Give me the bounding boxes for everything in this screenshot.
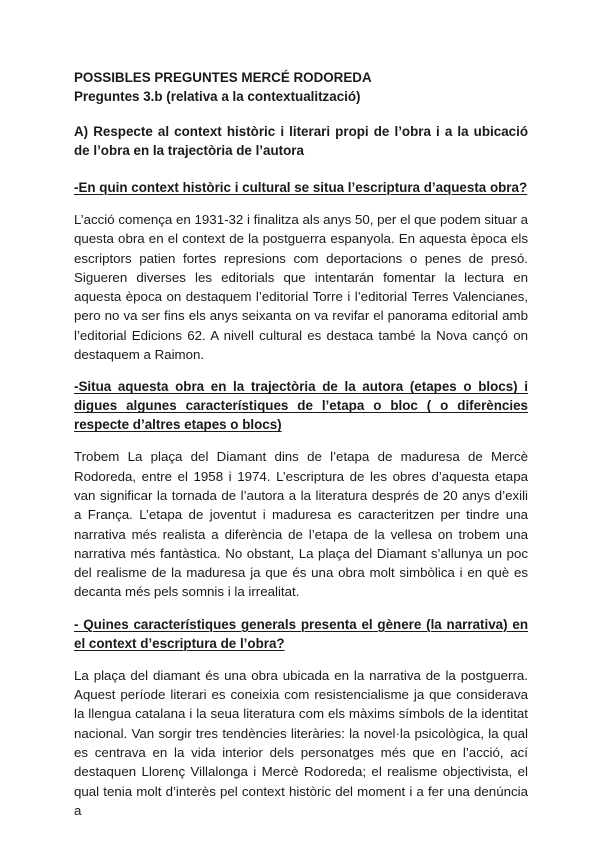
answer-2: Trobem La plaça del Diamant dins de l’etapa de maduresa de Mercè Rodoreda, entre el 1958 i 1974. L’escriptura de les obres d’aquesta etapa van significar la tornada de l’autora a la literatura després de 20 anys d’exili a França. L’etapa de joventut i maduresa es caracteritzen per tindre una narrativa més realista a diferència de l’etapa de la vellesa on trobem una narrativa més fantàstica. No obstant, La plaça del Diamant s’allunya un poc del realisme de la maduresa ja que és una obra molt simbòlica i en què es decanta més pels somnis i la irrealitat. <box>74 449 528 600</box>
document-title: POSSIBLES PREGUNTES MERCÉ RODOREDA <box>74 70 372 85</box>
section-a-heading: A) Respecte al context històric i literari propi de l’obra i a la ubicació de l’obra en la trajectòria de l’autora <box>74 124 528 158</box>
answer-3: La plaça del diamant és una obra ubicada en la narrativa de la postguerra. Aquest període literari es coneixia com resistencialisme ja que considerava la llengua catalana i la seua literatura com els màxims símbols de la identitat nacional. Van sorgir tres tendències literàries: la novel·la psicològica, la qual es centrava en la vida interior dels personatges més que en l’acció, ací destaquen Llorenç Villalonga i Mercè Rodoreda; el realisme objectivista, el qual tenia molt d’interès pel context històric del moment i a fer una denúncia a <box>74 667 528 818</box>
answer-1: L’acció comença en 1931-32 i finalitza als anys 50, per el que podem situar a questa obra en el context de la postguerra espanyola. En aquesta època els escriptors patien fortes represions com deportacions o penes de presó. Sigueren diverses les editorials que intentarán fomentar la lectura en aquesta època on destaquem l’editorial Torre i l’editorial Terres Valencianes, pero no va ser fins els anys seixanta on va revifar el panorama editorial amb l’editorial Edicions 62. A nivell cultural es destaca també la Nova cançó on destaquem a Raimon. <box>74 212 528 363</box>
question-3: - Quines característiques generals presenta el gènere (la narrativa) en el context d’escriptura de l’obra? <box>74 616 528 651</box>
question-1: -En quin context històric i cultural se situa l’escriptura d’aquesta obra? <box>74 180 528 195</box>
question-2: -Situa aquesta obra en la trajectòria de la autora (etapes o blocs) i digues algunes característiques de l’etapa o bloc ( o diferències respecte d’altres etapes o blocs) <box>74 379 528 433</box>
document-subtitle: Preguntes 3.b (relativa a la contextualització) <box>74 89 361 104</box>
document-page <box>74 68 528 820</box>
